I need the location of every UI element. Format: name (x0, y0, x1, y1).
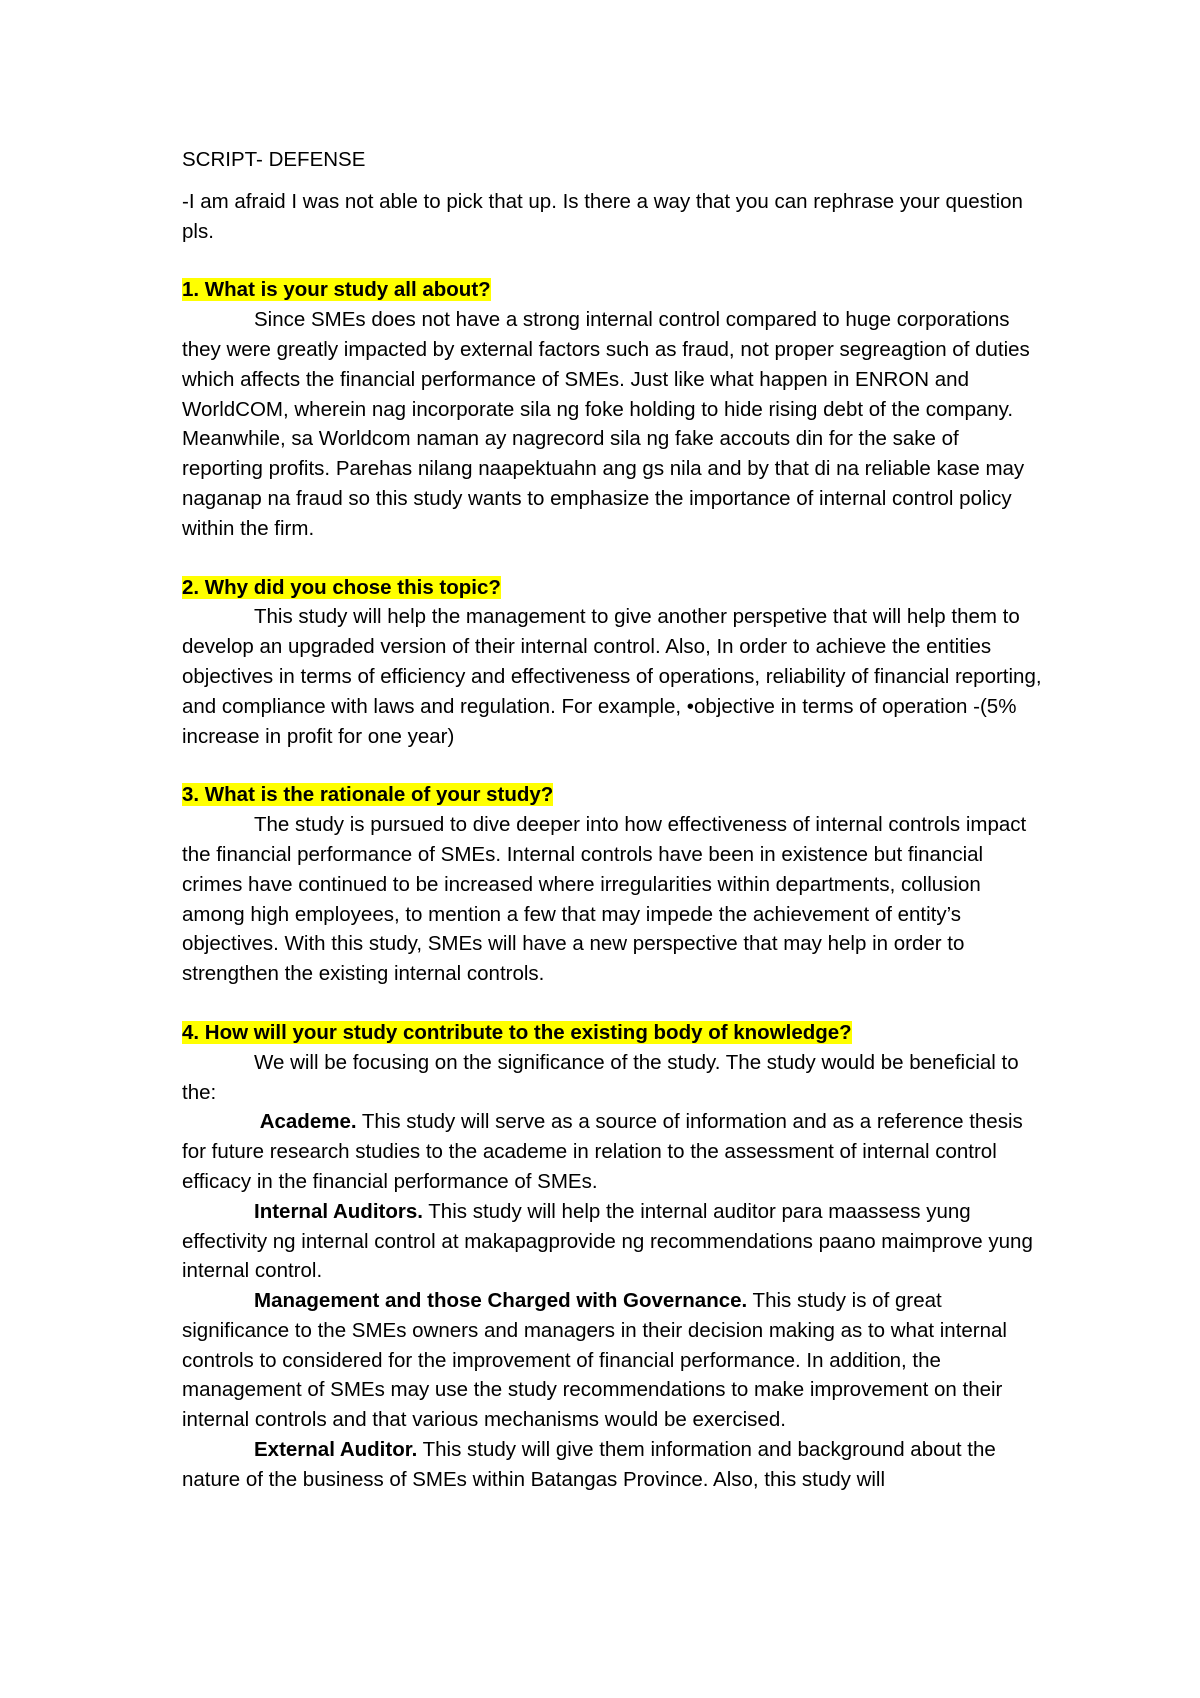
question-block-3 (182, 780, 1042, 989)
beneficiary-label: External Auditor. (254, 1438, 418, 1462)
document-title: SCRIPT- DEFENSE (182, 148, 366, 171)
question-block-2 (182, 573, 1042, 752)
beneficiary-text: This study will give them information and background about the nature of the business of SMEs within Batangas Province. Also, this study will (182, 1438, 996, 1491)
beneficiary-label: Academe. (259, 1110, 357, 1134)
beneficiary-internal-auditors (182, 1197, 1042, 1286)
question-heading-2: 2. Why did you chose this topic? (182, 575, 501, 599)
beneficiary-text: This study will help the internal auditor para maassess yung effectivity ng internal control at makapagprovide ng recommendations paano maimprove yung internal control. (182, 1199, 1033, 1283)
beneficiary-external-auditor (182, 1435, 1042, 1495)
question-heading-3: 3. What is the rationale of your study? (182, 783, 554, 807)
beneficiary-academe (182, 1107, 1042, 1196)
opening-line: -I am afraid I was not able to pick that up. Is there a way that you can rephrase your question pls. (182, 189, 1023, 243)
answer-text-2: This study will help the management to give another perspetive that will help them to develop an upgraded version of their internal control. Also, In order to achieve the entities objectives in terms of efficiency and effectiveness of operations, reliability of financial reporting, and compliance with laws and regulation. For example, •objective in terms of operation -(5% increase in profit for one year) (182, 605, 1042, 748)
answer-text-1: Since SMEs does not have a strong internal control compared to huge corporations they were greatly impacted by external factors such as fraud, not proper segreagtion of duties which affects the financial performance of SMEs. Just like what happen in ENRON and WorldCOM, wherein nag incorporate sila ng foke holding to hide rising debt of the company. Meanwhile, sa Worldcom naman ay nagrecord sila ng fake accouts din for the sake of reporting profits. Parehas nilang naapektuahn ang gs nila and by that di na reliable kase may naganap na fraud so this study wants to emphasize the importance of internal control policy within the firm. (182, 308, 1030, 540)
answer-text-3: The study is pursued to dive deeper into how effectiveness of internal controls impact the financial performance of SMEs. Internal controls have been in existence but financial crimes have continued to be increased where irregularities within departments, collusion among high employees, to mention a few that may impede the achievement of entity’s objectives. With this study, SMEs will have a new perspective that may help in order to strengthen the existing internal controls. (182, 813, 1027, 986)
beneficiary-label: Management and those Charged with Governance. (254, 1289, 748, 1313)
question-block-4 (182, 1018, 1042, 1495)
question-heading-4: 4. How will your study contribute to the existing body of knowledge? (182, 1020, 852, 1044)
beneficiary-text: This study is of great significance to the SMEs owners and managers in their decision making as to what internal controls to considered for the improvement of financial performance. In addition, the management of SMEs may use the study recommendations to make improvement on their internal controls and that various mechanisms would be exercised. (182, 1289, 1007, 1432)
beneficiary-label: Internal Auditors. (254, 1199, 423, 1223)
question-heading-1: 1. What is your study all about? (182, 278, 491, 302)
document-page (182, 145, 1042, 1524)
question-block-1 (182, 275, 1042, 543)
beneficiary-management (182, 1286, 1042, 1435)
answer-intro-4: We will be focusing on the significance of the study. The study would be beneficial to the: (182, 1050, 1019, 1104)
beneficiary-text: This study will serve as a source of information and as a reference thesis for future research studies to the academe in relation to the assessment of internal control efficacy in the financial performance of SMEs. (182, 1110, 1023, 1193)
